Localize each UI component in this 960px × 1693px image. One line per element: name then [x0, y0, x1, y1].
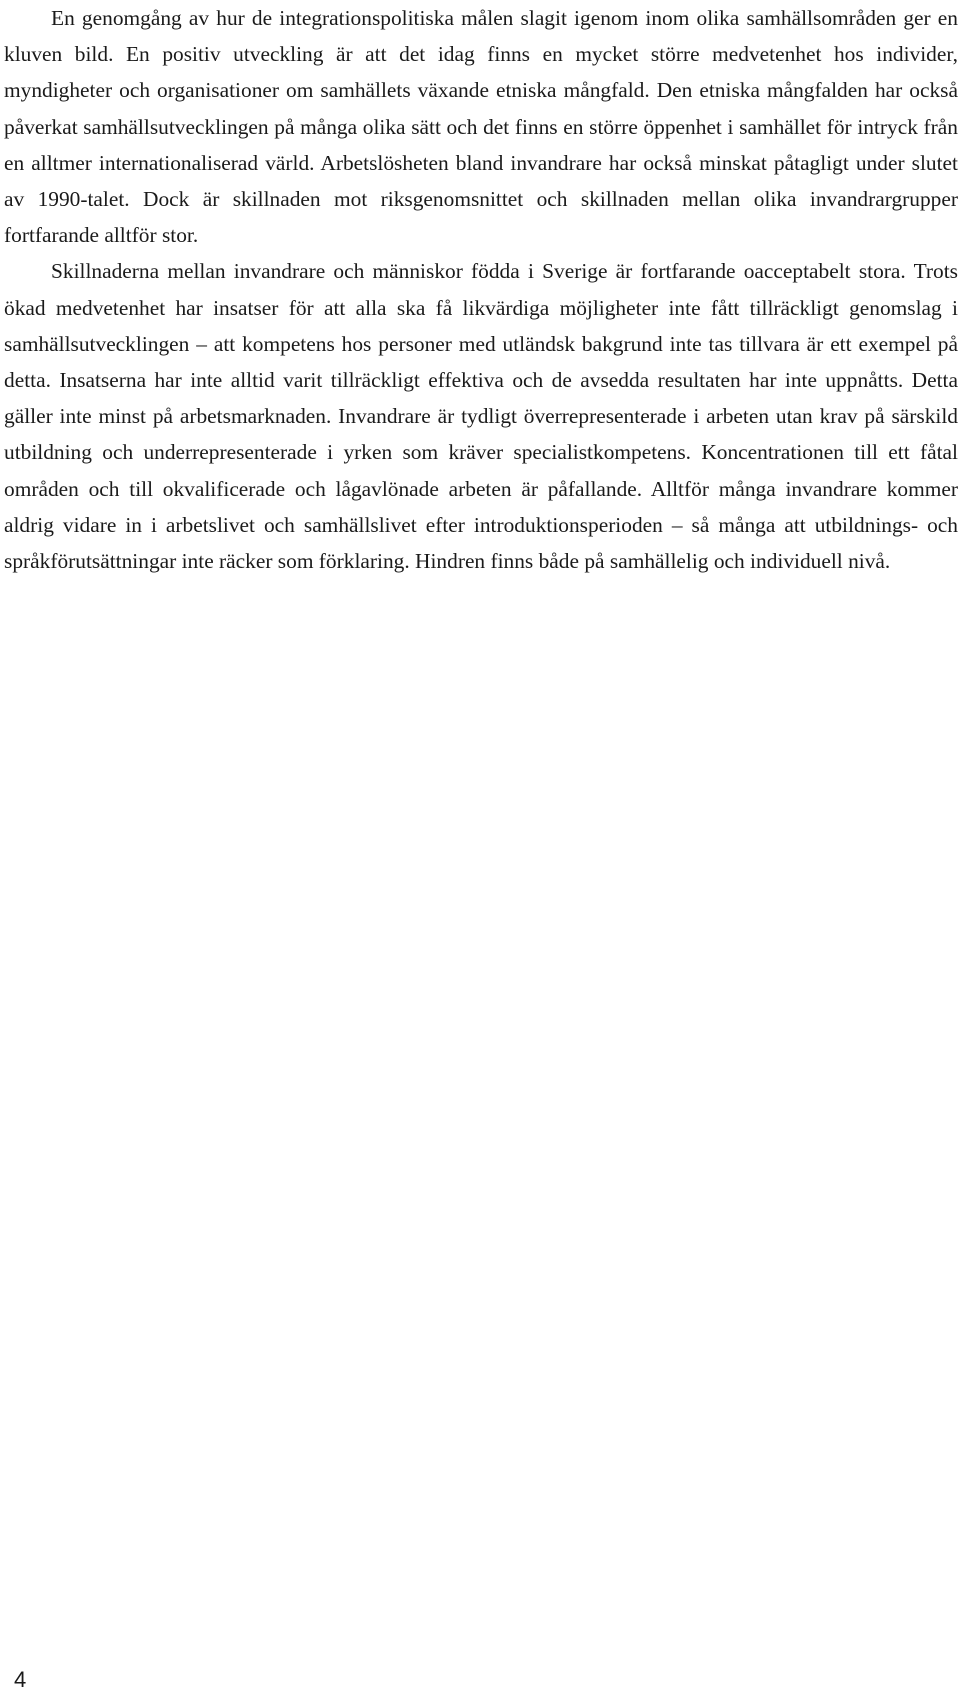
page-number: 4: [14, 1667, 27, 1692]
document-page: [4, 0, 958, 1693]
paragraph-1: En genomgång av hur de integrationspolitiska målen slagit igenom inom olika samhällsområden ger en kluven bild. En positiv utveckling är att det idag finns en mycket större medvetenhet hos individer, myndigheter och organisationer om samhällets växande etniska mångfald. Den etniska mångfalden har också påverkat samhällsutvecklingen på många olika sätt och det finns en större öppenhet i samhället för intryck från en alltmer internationaliserad värld. Arbetslösheten bland invandrare har också minskat påtagligt under slutet av 1990-talet. Dock är skillnaden mot riksgenomsnittet och skillnaden mellan olika invandrargrupper fortfarande alltför stor.: [4, 6, 958, 248]
body-text: [4, 0, 958, 579]
paragraph-2: Skillnaderna mellan invandrare och människor födda i Sverige är fortfarande oacceptabelt stora. Trots ökad medvetenhet har insatser för att alla ska få likvärdiga möjligheter inte fått tillräckligt genomslag i samhällsutvecklingen – att kompetens hos personer med utländsk bakgrund inte tas tillvara är ett exempel på detta. Insatserna har inte alltid varit tillräckligt effektiva och de avsedda resultaten har inte uppnåtts. Detta gäller inte minst på arbetsmarknaden. Invandrare är tydligt överrepresenterade i arbeten utan krav på särskild utbildning och underrepresenterade i yrken som kräver specialistkompetens. Koncentrationen till ett fåtal områden och till okvalificerade och lågavlönade arbeten är påfallande. Alltför många invandrare kommer aldrig vidare in i arbetslivet och samhällslivet efter introduktionsperioden – så många att utbildnings- och språkförutsättningar inte räcker som förklaring. Hindren finns både på samhällelig och individuell nivå.: [4, 259, 958, 574]
